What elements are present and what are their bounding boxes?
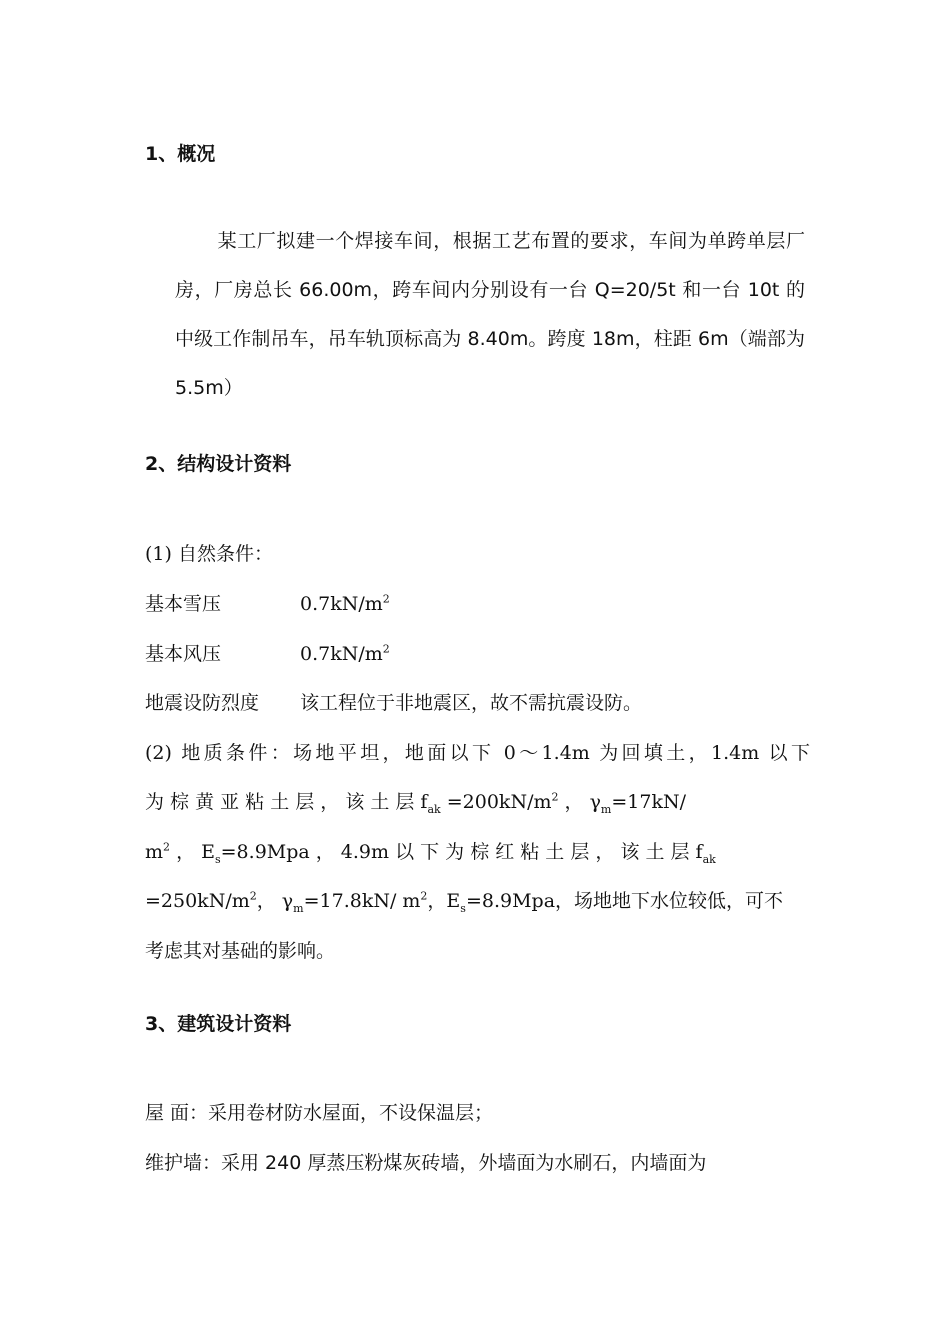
snow-pressure-value: 0.7kN/m — [300, 593, 383, 615]
roof-spec: 屋 面：采用卷材防水屋面，不设保温层； — [145, 1102, 494, 1124]
geology-text: =17.8kN/ m — [303, 890, 421, 912]
geology-text: ， E — [170, 841, 215, 863]
section-3-title: 3、建筑设计资料 — [145, 1013, 292, 1035]
geology-line-2 — [145, 787, 810, 816]
subscript: ak — [702, 852, 716, 866]
geology-text: =8.9Mpa，场地地下水位较低，可不 — [465, 890, 784, 912]
subscript: m — [600, 802, 612, 816]
snow-pressure-label: 基本雪压 — [145, 593, 222, 615]
seismic-row — [145, 688, 810, 715]
wind-pressure-label: 基本风压 — [145, 643, 222, 665]
geology-text: =8.9Mpa ， 4.9m 以 下 为 棕 红 粘 土 层 ， 该 土 层 f — [220, 841, 703, 863]
subscript: s — [460, 901, 466, 915]
unit-exponent: 2 — [382, 592, 390, 606]
geology-line-4 — [145, 886, 810, 915]
section-1-body — [175, 217, 805, 413]
geology-line-3 — [145, 837, 810, 866]
geology-text: =250kN/m — [145, 890, 250, 912]
unit-exponent: 2 — [163, 840, 171, 854]
section-2-title: 2、结构设计资料 — [145, 453, 292, 475]
subscript: m — [293, 901, 304, 915]
seismic-label: 地震设防烈度 — [145, 692, 260, 714]
section-1-text: 某工厂拟建一个焊接车间，根据工艺布置的要求，车间为单跨单层厂房，厂房总长 66.00m，跨车间内分别设有一台 Q=20/5t 和一台 10t 的中级工作制吊车，吊车轨顶标高为 8.40m。跨度 18m，柱距 6m（端部为 5.5m） — [175, 230, 805, 399]
geology-text: ，E — [427, 890, 461, 912]
unit-exponent: 2 — [382, 642, 390, 656]
geology-text: ， γ — [256, 890, 294, 912]
unit-exponent: 2 — [249, 889, 257, 903]
subscript: s — [214, 852, 221, 866]
geology-line-1: (2) 地质条件：场地平坦，地面以下 0～1.4m 为回填土，1.4m 以下 — [145, 742, 810, 764]
wind-pressure-row — [145, 639, 810, 666]
unit-exponent: 2 — [551, 790, 559, 804]
geology-text: =200kN/m — [440, 791, 552, 813]
wind-pressure-value: 0.7kN/m — [300, 643, 383, 665]
seismic-value: 该工程位于非地震区，故不需抗震设防。 — [300, 692, 643, 714]
wall-spec: 维护墙：采用 240 厚蒸压粉煤灰砖墙，外墙面为水刷石，内墙面为 — [145, 1152, 707, 1174]
natural-conditions-heading: (1) 自然条件： — [145, 543, 273, 565]
geology-text: =17kN/ — [611, 791, 686, 813]
subscript: ak — [427, 802, 441, 816]
section-1-title: 1、概况 — [145, 143, 216, 165]
unit-exponent: 2 — [420, 889, 428, 903]
snow-pressure-row — [145, 589, 810, 616]
geology-line-5: 考虑其对基础的影响。 — [145, 940, 336, 962]
geology-text: 为 棕 黄 亚 粘 土 层 ， 该 土 层 f — [145, 791, 428, 813]
geology-text: ， γ — [558, 791, 601, 813]
geology-text: m — [145, 841, 164, 863]
